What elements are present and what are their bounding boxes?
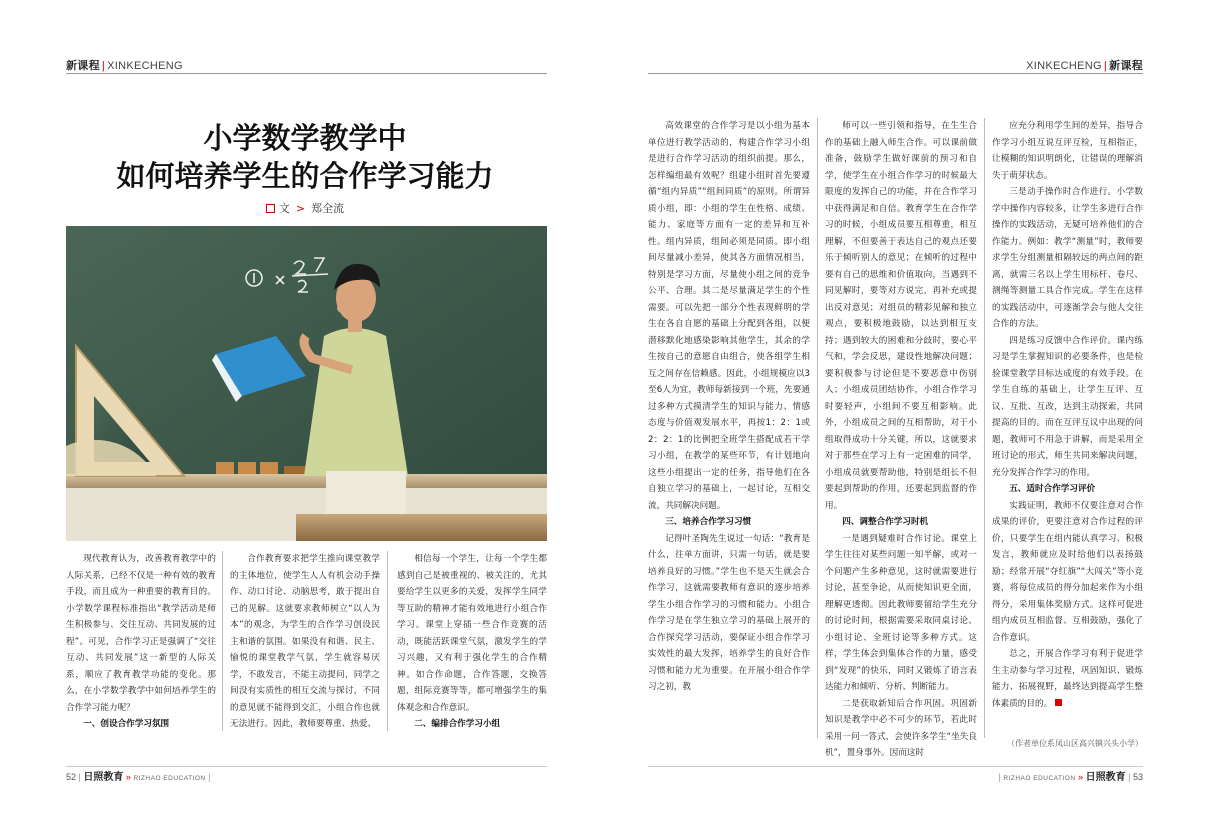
- right-col3-para2: 三是动手操作时合作进行。小学数学中操作内容较多，让学生多进行合作操作的实践活动，无疑可培养他们的合作能力。例如：教学“测量”时，教师要求学生分组测量相隔较远的两点间的距离，就需三名以上学生用标杆、卷尺、测绳等测量工具合作完成。学生在这样的实践活动中，可逐渐学会与他人交往合作的方法。: [992, 187, 1143, 329]
- left-col-2: [230, 551, 380, 751]
- right-col3-para4: 实践证明，教师不仅要注意对合作成果的评价，更要注意对合作过程的评价，只要学生在组内能认真学习、积极发言，教师就应及时给他们以表扬鼓励；经常开展“夺红旗”“大闯关”等小竞赛，将每位成员的得分加起来作为小组得分，采用集体奖励方式。这样可促进组内成员互相监督、互相鼓励，强化了合作意识。: [992, 500, 1143, 643]
- right-col-2: [825, 118, 977, 758]
- footer-right-rule: [648, 766, 1143, 767]
- right-col1-para2: 记得叶圣陶先生说过一句话：“教育是什么，往单方面讲，只需一句话，就是要培养良好的习惯。”学生也不是天生就会合作学习，这就需要教师有意识的逐步培养学生小组合作学习的习惯和能力。小组合作学习是在学生独立学习的基础上展开的合作探究学习活动，要保证小组合作学习实效性的最大发挥，培养学生的良好合作习惯和能力尤为重要。在开展小组合作学习之初，教: [648, 533, 810, 692]
- header-right-cn: 新课程: [1109, 60, 1143, 72]
- column-divider: [817, 118, 818, 738]
- right-col2-para1: 师可以一些引领和指导，在生生合作的基础上融入师生合作。可以课前做准备，鼓励学生做好课前的预习和自学，使学生在小组合作学习的时候最大限度的发挥自己的功能，并在合作学习中获得满足和自信。教育学生在合作学习的时候，小组成员要互相尊重，相互理解，不但要善于表达自己的观点还要乐于倾听别人的意见；在倾听的过程中要有自己的思维和价值取向，当遇到不同见解时，要等对方说完，再补充或提出反对意见；对组员的精彩见解和独立观点，要积极地鼓励，以达到相互支持；遇到较大的困难和分歧时，要心平气和，学会反思，建设性地解决问题；要积极参与讨论但是不要恶意中伤别人；小组成员团结协作，小组合作学习时要轻声，小组间不要互相影响。此外，小组成员之间的互相帮助，对于小组取得成功十分关键，所以，这就要求对于那些在学习上有一定困难的同学，小组成员就要帮助他，特别是组长不但要起到帮助的作用，还要起到监督的作用。: [825, 121, 977, 511]
- right-col-3: [992, 118, 1143, 718]
- byline-author: 郑全流: [311, 202, 345, 215]
- conclusion-text: 总之，开展合作学习有利于促进学生主动参与学习过程，巩固知识、锻炼能力、拓展视野，最终达到提高学生整体素质的目的。: [992, 649, 1143, 709]
- right-col1-heading: 三、培养合作学习习惯: [665, 517, 752, 527]
- right-col3-heading: 五、适时合作学习评价: [1009, 484, 1096, 494]
- right-col-1: [648, 118, 810, 750]
- desk: [296, 514, 547, 541]
- header-left-cn: 新课程: [66, 60, 100, 72]
- end-mark-icon: [1055, 699, 1062, 706]
- right-col2-para3: 二是获取新知后合作巩固。巩固新知识是教学中必不可少的环节，若此时采用一问一答式，会使许多学生“坐失良机”，置身事外。因而这时: [825, 698, 977, 758]
- footer-left: 52 | 日照教育 » RIZHAO EDUCATION |: [66, 772, 211, 783]
- classroom-photo: [66, 226, 547, 541]
- column-divider: [984, 118, 985, 738]
- left-col-3: [397, 551, 547, 751]
- byline: [70, 200, 540, 216]
- column-divider: [387, 551, 388, 731]
- header-left: 新课程 | XINKECHENG: [66, 60, 183, 72]
- left-col1-para: 现代教育认为，改善教育教学中的人际关系，已经不仅是一种有效的教育手段，而且成为一种重要的教育目的。小学数学课程标准指出“教学活动是师生积极参与、交往互动、共同发展的过程”。可见，合作学习正是强调了“交往互动、共同发展”这一新型的人际关系，顺应了教育教学功能的变化。那么，在小学数学教学中如何培养学生的合作学习能力呢？: [66, 554, 216, 713]
- header-right-rule: [648, 73, 1143, 74]
- journal-logo-left: 日照教育: [83, 772, 124, 783]
- article-title-line2: 如何培养学生的合作学习能力: [116, 159, 494, 193]
- right-col2-heading: 四、调整合作学习时机: [842, 517, 929, 527]
- column-divider: [222, 551, 223, 731]
- journal-edu-left: RIZHAO EDUCATION: [133, 775, 206, 782]
- left-col2-para: 合作教育要求把学生推向课堂教学的主体地位，使学生人人有机会动手操作、动口讨论、动脑思考，敢于提出自己的见解。这就要求教师树立“以人为本”的观念，为学生的合作学习创设民主和谐的氛围。如果没有和谐、民主、愉悦的课堂教学气氛，学生就容易厌学，不敢发言，不能主动提问，同学之间没有实质性的相互交流与探讨，不同的意见就不能得到交汇，小组合作也就无法进行。因此，教师要尊重、热爱、: [230, 554, 380, 729]
- classroom-illustration: [66, 226, 547, 541]
- left-col1-heading: 一、创设合作学习氛围: [83, 719, 170, 729]
- page-number-left: 52: [66, 772, 77, 782]
- right-col2-para2: 一是遇到疑难时合作讨论。课堂上学生往往对某些问题一知半解，或对一个问题产生多种意见，这时就需要进行讨论，甚至争论，从而使知识更全面，理解更透彻。因此教师要留给学生充分的讨论时间，根据需要采取同桌讨论、小组讨论、全班讨论等多种方式。这样，学生体会到集体合作的力量，感受到“发现”的快乐，同时又锻炼了语言表达能力和倾听、分析、判断能力。: [825, 533, 977, 692]
- byline-arrow: >: [295, 202, 306, 215]
- footer-right: | RIZHAO EDUCATION » 日照教育 | 53: [998, 772, 1143, 783]
- left-col3-heading: 二、编排合作学习小组: [414, 719, 501, 729]
- right-col3-para3: 四是练习反馈中合作评价。课内练习是学生掌握知识的必要条件，也是检验课堂教学目标达成度的有效手段。在学生自练的基础上，让学生互评、互议、互批、互改，达到主动探索，共同提高的目的。而在互评互议中出现的问题，教师可不用急于讲解，而是采用全班讨论的形式，师生共同来解决问题，充分发挥合作学习的作用。: [992, 335, 1143, 478]
- byline-square-icon: [266, 204, 275, 213]
- left-col3-para: 相信每一个学生，让每一个学生都感到自己是被重视的、被关注的，尤其要给学生以更多的关爱，发挥学生同学等互助的精神才能有效地进行小组合作学习。课堂上穿插一些合作竞赛的活动，既能活跃课堂气氛，激发学生的学习兴趣，又有利于强化学生的合作精神。如合作命题，合作答题，交换答题，组际竞赛等等，都可增强学生的集体观念和合作意识。: [397, 554, 547, 713]
- header-right: XINKECHENG | 新课程: [1026, 60, 1143, 72]
- footer-left-rule: [66, 766, 547, 767]
- article-title-line1: 小学数学教学中: [203, 121, 407, 155]
- header-left-rule: [66, 73, 547, 74]
- header-left-en: XINKECHENG: [107, 60, 183, 72]
- journal-logo-right: 日照教育: [1085, 772, 1126, 783]
- header-right-en: XINKECHENG: [1026, 60, 1102, 72]
- author-note: （作者单位系凤山区高兴镇兴头小学）: [1007, 739, 1143, 748]
- right-col3-para5: [992, 646, 1143, 712]
- byline-wen: 文: [278, 202, 290, 215]
- page-number-right: 53: [1132, 772, 1143, 782]
- right-col1-para1: 高效课堂的合作学习是以小组为基本单位进行教学活动的，构建合作学习小组是进行合作学习活动的组织前提。那么，怎样编组最有效呢？组建小组时首先要遵循“组内异质”“组间同质”的原则。所谓异质小组，即：小组的学生在性格、成绩、能力、家庭等方面有一定的差异和互补性。组内异质，组间必须是同质。即小组间尽量减小差异，使其各方面情况相当，特别是学习方面，尽量使小组之间的竞争公平、合理。其二是尽量满足学生的个性需要。可以先把一部分个性表现鲜明的学生在各自自愿的基础上分配到各组，以便潜移默化地感染影响其他学生，其余的学生按自己的意愿自由组合，使各组学生相互之间存在信赖感。因此，小组规模应以3至6人为宜，教师每新接到一个班，先要通过多种方式摸清学生的知识与能力、情感态度与价值观发展水平，再按1：2：1或2：2：1的比例把全班学生搭配成若干学习小组，在教学的某些环节，有计划地向这些小组提出一定的任务，指导他们在各自独立学习的基础上，一起讨论，互相交流，共同解决问题。: [648, 121, 810, 511]
- left-col-1: [66, 551, 216, 751]
- right-col3-para1: 应充分利用学生间的差异，指导合作学习小组互说互评互检，互相指正，让模糊的知识明朗化，让错误的理解消失于萌芽状态。: [992, 121, 1143, 181]
- journal-edu-right: RIZHAO EDUCATION: [1003, 775, 1076, 782]
